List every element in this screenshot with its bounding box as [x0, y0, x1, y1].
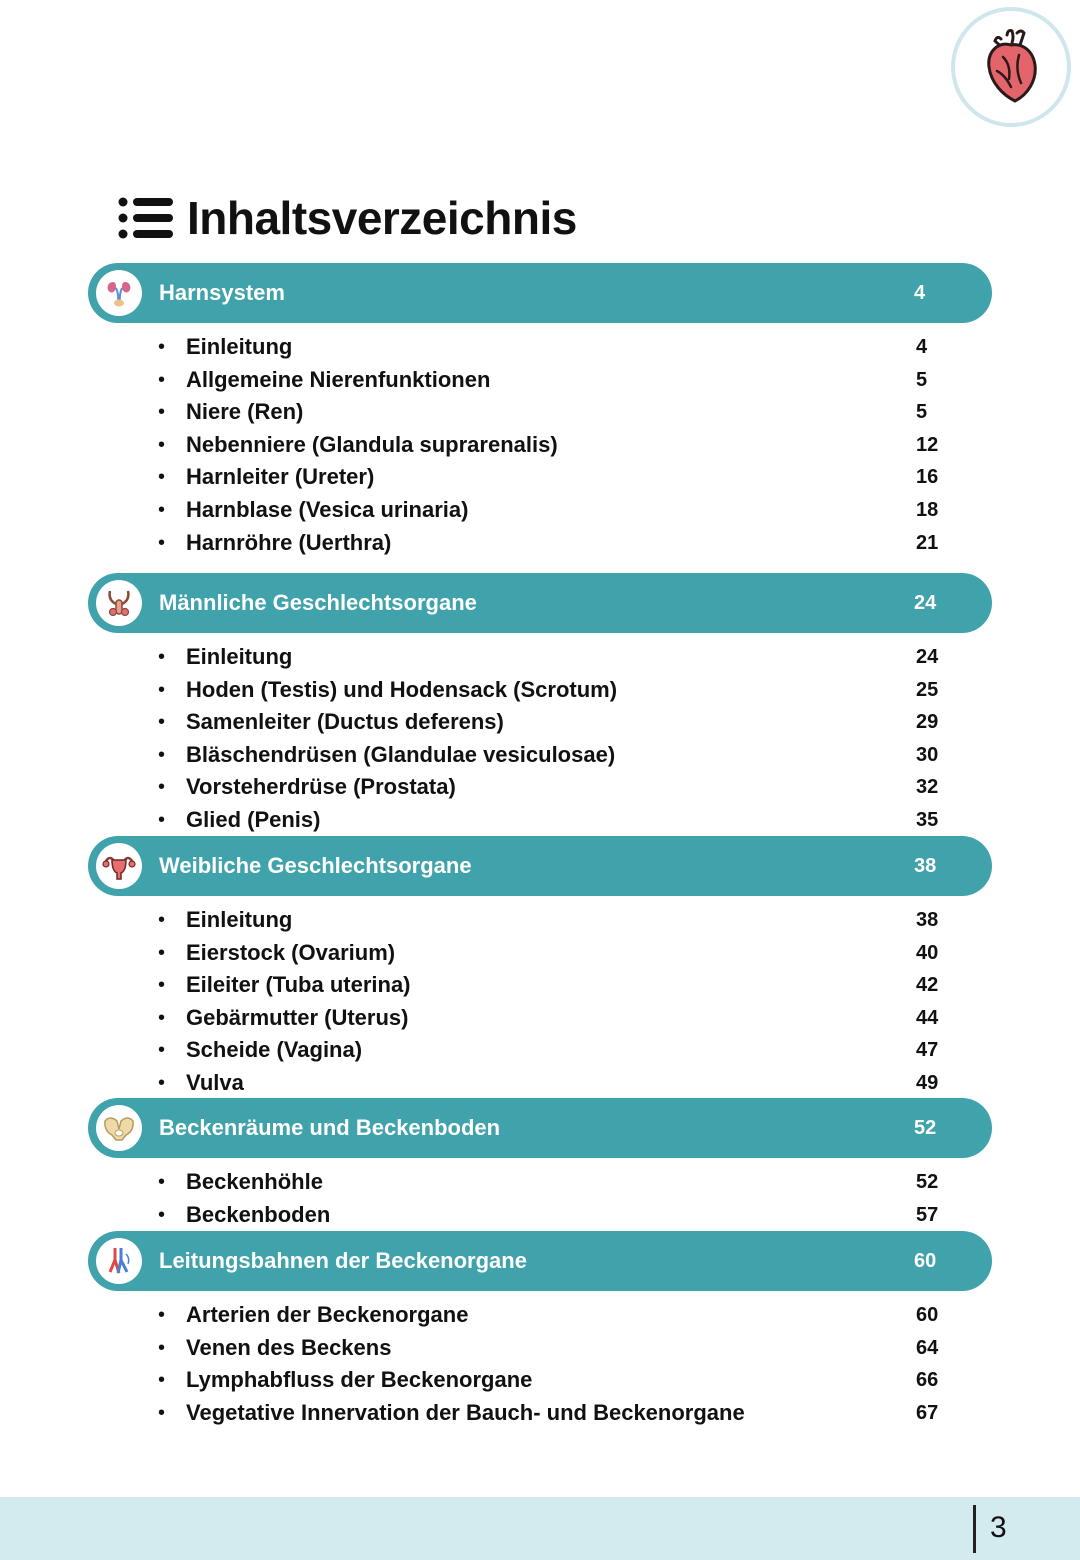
- kidney-icon: [96, 270, 142, 316]
- toc-entry-label: Einleitung: [186, 907, 293, 932]
- toc-entry-label: Beckenhöhle: [186, 1169, 323, 1194]
- toc-entry[interactable]: [88, 674, 992, 707]
- toc-entry[interactable]: [88, 1332, 992, 1365]
- bullet-icon: •: [158, 1006, 166, 1029]
- page-number: 3: [990, 1511, 1007, 1544]
- list-icon: [117, 196, 173, 240]
- toc-entry-page-number: 35: [916, 808, 939, 831]
- toc-entry[interactable]: [88, 641, 992, 674]
- page-footer: [0, 1497, 1080, 1560]
- pelvis-icon: [96, 1105, 142, 1151]
- toc-entry-label: Gebärmutter (Uterus): [186, 1004, 409, 1030]
- toc-entry-page-number: 64: [916, 1336, 939, 1359]
- toc-entry-label: Eierstock (Ovarium): [186, 939, 396, 965]
- toc-entry[interactable]: [88, 396, 992, 429]
- toc-entry-page-number: 4: [916, 336, 928, 358]
- section-header[interactable]: [88, 573, 992, 633]
- toc-entry-label: Arterien der Beckenorgane: [186, 1302, 469, 1327]
- toc-entry-page-number: 52: [916, 1171, 939, 1193]
- toc-entry-page-number: 67: [916, 1401, 939, 1424]
- male-organs-icon: [96, 580, 142, 626]
- page-title: Inhaltsverzeichnis: [187, 192, 577, 244]
- toc-entry-page-number: 21: [916, 531, 939, 554]
- toc-section: [88, 1098, 992, 1231]
- toc-entry[interactable]: [88, 1397, 992, 1430]
- toc-section: [88, 573, 992, 837]
- bullet-icon: •: [158, 1039, 166, 1062]
- section-title: Weibliche Geschlechtsorgane: [159, 853, 472, 878]
- toc-entry-page-number: 40: [916, 941, 939, 964]
- bullet-icon: •: [158, 401, 166, 424]
- section-header[interactable]: [88, 1231, 992, 1291]
- toc-entry[interactable]: [88, 804, 992, 837]
- uterus-icon: [96, 843, 142, 889]
- section-header[interactable]: [88, 263, 992, 323]
- toc-entry[interactable]: [88, 1034, 992, 1067]
- toc-entry-label: Harnblase (Vesica urinaria): [186, 496, 469, 522]
- bullet-icon: •: [158, 974, 166, 997]
- bullet-icon: •: [158, 368, 166, 391]
- toc-entry-label: Allgemeine Nierenfunktionen: [186, 366, 491, 392]
- toc-entry-page-number: 5: [916, 368, 928, 391]
- bullet-icon: •: [158, 1171, 166, 1193]
- toc-entry-label: Beckenboden: [186, 1201, 331, 1227]
- bullet-icon: •: [158, 743, 166, 766]
- toc-entry-label: Hoden (Testis) und Hodensack (Scrotum): [186, 676, 618, 702]
- bullet-icon: •: [158, 711, 166, 734]
- toc-entry[interactable]: [88, 739, 992, 772]
- toc-entry-label: Vegetative Innervation der Bauch- und Beckenorgane: [186, 1399, 745, 1425]
- toc-entry-label: Einleitung: [186, 334, 293, 359]
- toc-entry[interactable]: [88, 429, 992, 462]
- toc-entry[interactable]: [88, 771, 992, 804]
- toc-entry-page-number: 24: [916, 646, 939, 668]
- section-page-number: 52: [914, 1116, 937, 1139]
- toc-section: [88, 836, 992, 1100]
- toc-entry-page-number: 16: [916, 466, 939, 489]
- toc-entry[interactable]: [88, 969, 992, 1002]
- bullet-icon: •: [158, 1369, 166, 1392]
- toc-entry[interactable]: [88, 1199, 992, 1232]
- toc-entry-page-number: 29: [916, 711, 939, 734]
- section-title: Männliche Geschlechtsorgane: [159, 590, 477, 615]
- toc-entry[interactable]: [88, 1067, 992, 1100]
- bullet-icon: •: [158, 433, 166, 456]
- bullet-icon: •: [158, 466, 166, 489]
- bullet-icon: •: [158, 498, 166, 521]
- toc-entry-label: Glied (Penis): [186, 806, 321, 832]
- section-items: [88, 904, 992, 1100]
- heart-icon: [981, 27, 1041, 107]
- toc-entry-page-number: 32: [916, 776, 939, 799]
- toc-entry[interactable]: [88, 494, 992, 527]
- bullet-icon: •: [158, 678, 166, 701]
- bullet-icon: •: [158, 808, 166, 831]
- bullet-icon: •: [158, 909, 166, 931]
- toc-entry[interactable]: [88, 1002, 992, 1035]
- toc-entry-label: Einleitung: [186, 644, 293, 669]
- toc-entry-label: Bläschendrüsen (Glandulae vesiculosae): [186, 741, 616, 767]
- bullet-icon: •: [158, 336, 166, 358]
- toc-entry[interactable]: [88, 1166, 992, 1199]
- toc-entry-page-number: 42: [916, 974, 939, 997]
- toc-section: [88, 1231, 992, 1429]
- toc-entry-label: Harnleiter (Ureter): [186, 464, 375, 490]
- toc-entry-label: Niere (Ren): [186, 399, 304, 425]
- toc-entry[interactable]: [88, 706, 992, 739]
- toc-entry-label: Venen des Beckens: [186, 1334, 392, 1360]
- toc-entry-label: Lymphabfluss der Beckenorgane: [186, 1367, 533, 1393]
- heart-logo: [951, 7, 1071, 127]
- toc-header: [117, 190, 577, 246]
- toc-entry-page-number: 18: [916, 498, 939, 521]
- section-items: [88, 1166, 992, 1231]
- toc-entry[interactable]: [88, 937, 992, 970]
- toc-entry[interactable]: [88, 1299, 992, 1332]
- bullet-icon: •: [158, 531, 166, 554]
- section-page-number: 4: [914, 281, 926, 304]
- bullet-icon: •: [158, 1336, 166, 1359]
- section-title: Beckenräume und Beckenboden: [159, 1115, 501, 1140]
- bullet-icon: •: [158, 1401, 166, 1424]
- section-page-number: 38: [914, 854, 937, 877]
- toc-entry-page-number: 38: [916, 909, 939, 931]
- toc-entry-page-number: 47: [916, 1039, 939, 1062]
- bullet-icon: •: [158, 1203, 166, 1226]
- toc-entry-page-number: 66: [916, 1369, 939, 1392]
- section-items: [88, 331, 992, 559]
- toc-entry[interactable]: [88, 1364, 992, 1397]
- bullet-icon: •: [158, 1071, 166, 1094]
- toc-entry[interactable]: [88, 331, 992, 364]
- section-title: Leitungsbahnen der Beckenorgane: [159, 1248, 527, 1273]
- toc-entry[interactable]: [88, 364, 992, 397]
- vessels-icon: [96, 1238, 142, 1284]
- toc-entry-page-number: 60: [916, 1304, 939, 1326]
- toc-entry-page-number: 30: [916, 743, 939, 766]
- toc-entry[interactable]: [88, 527, 992, 560]
- toc-entry-label: Harnröhre (Uerthra): [186, 529, 392, 555]
- bullet-icon: •: [158, 646, 166, 668]
- bullet-icon: •: [158, 1304, 166, 1326]
- toc-entry-page-number: 49: [916, 1071, 939, 1094]
- toc-entry-page-number: 25: [916, 678, 939, 701]
- section-items: [88, 1299, 992, 1429]
- section-page-number: 60: [914, 1249, 937, 1272]
- toc-entry-page-number: 57: [916, 1203, 939, 1226]
- toc-entry-label: Vulva: [186, 1069, 244, 1095]
- toc-entry[interactable]: [88, 904, 992, 937]
- toc-section: [88, 263, 992, 559]
- toc-entry-label: Vorsteherdrüse (Prostata): [186, 774, 456, 800]
- toc-entry[interactable]: [88, 461, 992, 494]
- section-header[interactable]: [88, 836, 992, 896]
- toc-entry-label: Nebenniere (Glandula suprarenalis): [186, 431, 558, 457]
- section-page-number: 24: [914, 591, 937, 614]
- toc-entry-page-number: 5: [916, 401, 928, 424]
- section-header[interactable]: [88, 1098, 992, 1158]
- toc-entry-label: Samenleiter (Ductus deferens): [186, 709, 504, 735]
- toc-entry-page-number: 12: [916, 433, 939, 456]
- section-title: Harnsystem: [159, 280, 285, 305]
- footer-divider: [973, 1505, 976, 1553]
- toc-entry-label: Eileiter (Tuba uterina): [186, 972, 411, 998]
- toc-entry-page-number: 44: [916, 1006, 939, 1029]
- section-items: [88, 641, 992, 837]
- bullet-icon: •: [158, 776, 166, 799]
- bullet-icon: •: [158, 941, 166, 964]
- toc-entry-label: Scheide (Vagina): [186, 1037, 363, 1063]
